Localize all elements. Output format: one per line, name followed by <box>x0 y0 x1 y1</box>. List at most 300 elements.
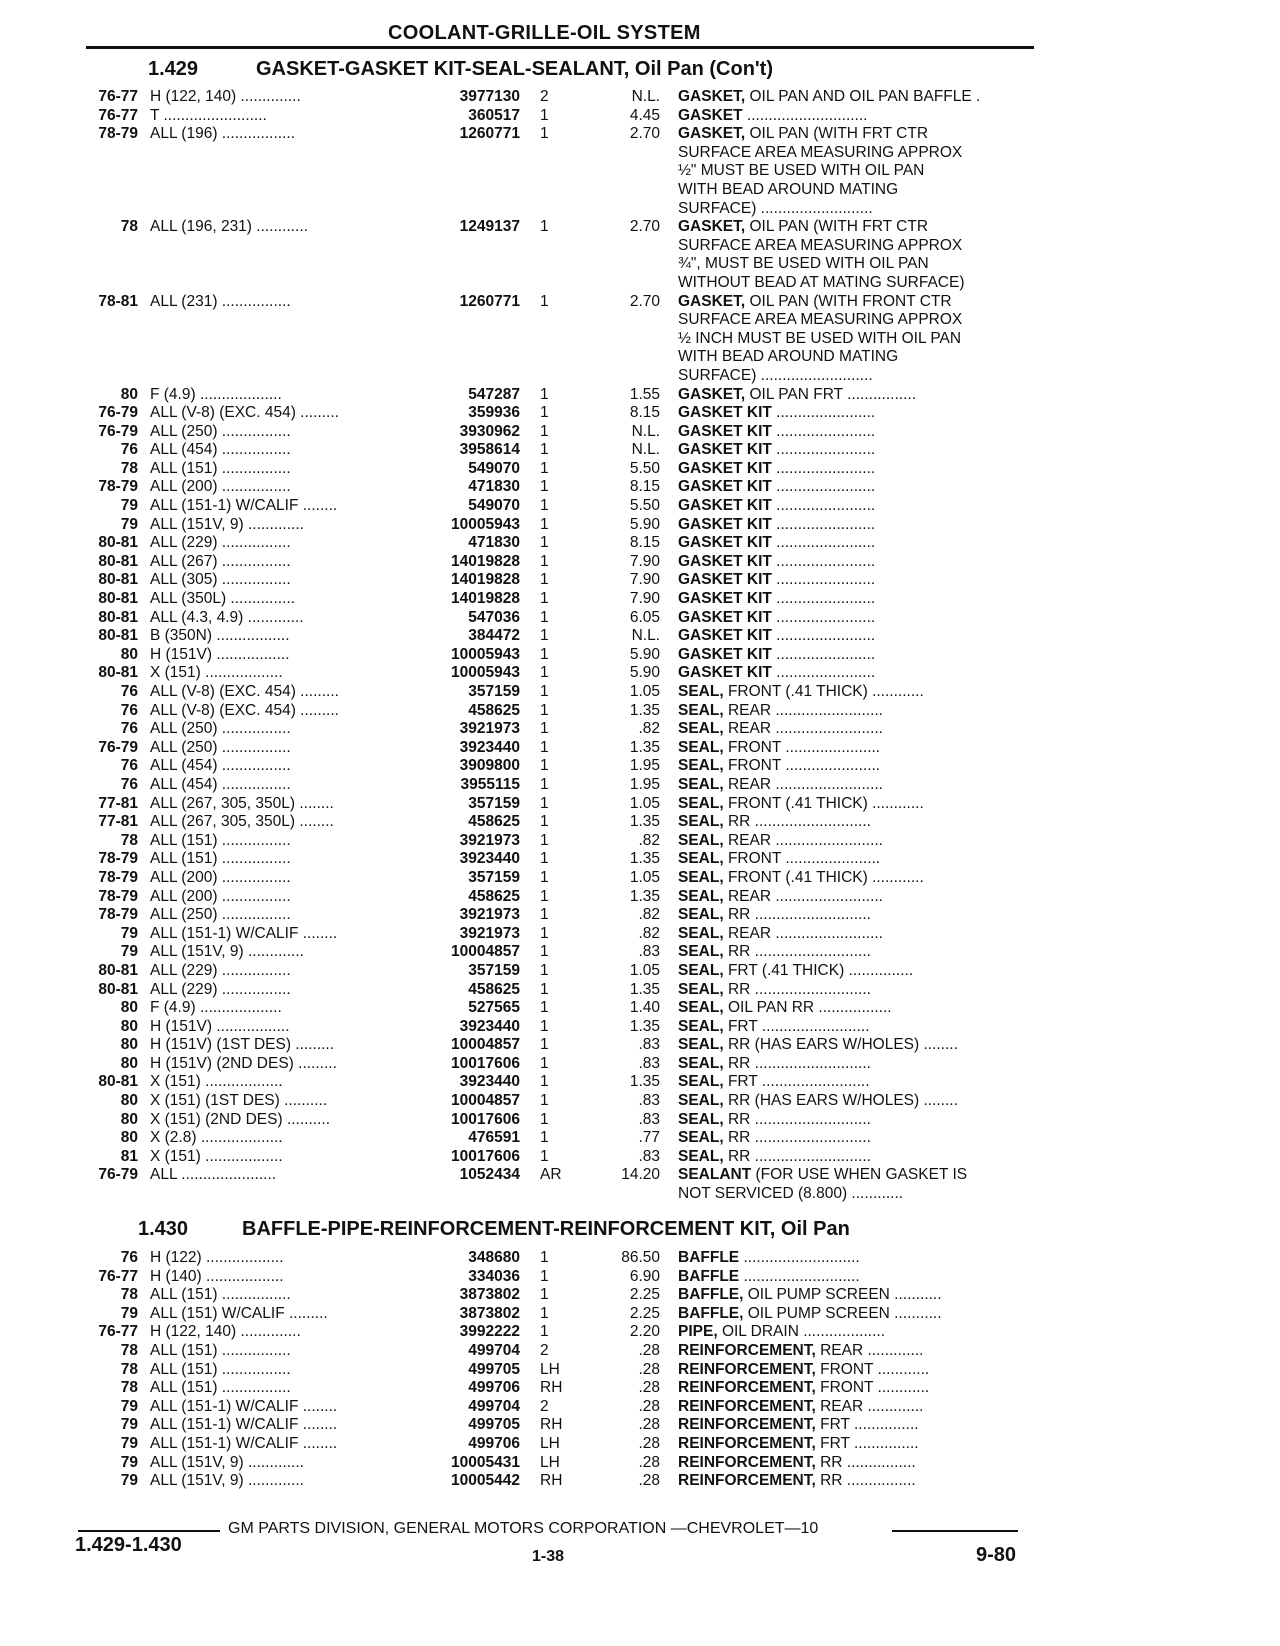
quantity-cell: 1 <box>540 924 549 942</box>
years-cell: 76 <box>120 441 138 459</box>
description-keyword: GASKET KIT <box>678 422 772 440</box>
part-number-cell: 357159 <box>468 683 520 700</box>
application-cell: H (151V) (2ND DES) ......... <box>150 1054 337 1072</box>
price-cell: 1.95 <box>629 775 660 793</box>
table-row <box>0 590 1280 609</box>
part-number-cell: 499704 <box>468 1341 520 1359</box>
quantity-cell: 1 <box>540 608 549 626</box>
price-cell: 5.90 <box>629 515 660 533</box>
years-cell: 76-79 <box>98 422 138 440</box>
application-cell: ALL (200) ................ <box>150 887 291 905</box>
quantity-cell: LH <box>540 1453 560 1471</box>
price-cell: 1.35 <box>629 701 660 719</box>
section-title: GASKET-GASKET KIT-SEAL-SEALANT, Oil Pan (Con't) <box>256 58 773 80</box>
table-row <box>0 1472 1280 1491</box>
table-row <box>0 404 1280 423</box>
price-cell: 1.35 <box>629 1073 660 1091</box>
application-cell: X (151) (1ST DES) .......... <box>150 1092 328 1110</box>
application-cell: H (122, 140) .............. <box>150 1323 301 1341</box>
description-cell <box>678 1398 1038 1416</box>
application-cell: ALL (V-8) (EXC. 454) ......... <box>150 683 339 700</box>
description-cell <box>678 925 1038 943</box>
description-cell <box>678 1055 1038 1073</box>
part-number-cell: 1052434 <box>459 1166 520 1184</box>
table-row <box>0 1342 1280 1361</box>
years-cell: 80-81 <box>98 608 138 626</box>
quantity-cell: 1 <box>540 1323 549 1341</box>
part-number-cell: 10005431 <box>451 1453 520 1471</box>
table-row <box>0 441 1280 460</box>
part-number-cell: 10004857 <box>451 1092 520 1110</box>
description-text: RR ........................... <box>723 1129 871 1147</box>
application-cell: ALL (454) ................ <box>150 441 291 459</box>
years-cell: 79 <box>120 1453 138 1471</box>
section-title: BAFFLE-PIPE-REINFORCEMENT-REINFORCEMENT KIT, Oil Pan <box>242 1218 850 1240</box>
quantity-cell: 1 <box>540 515 549 533</box>
table-row <box>0 850 1280 869</box>
description-keyword: GASKET, <box>678 88 746 105</box>
description-cell <box>678 1148 1038 1166</box>
price-cell: 1.35 <box>629 980 660 998</box>
description-keyword: SEAL, <box>678 906 724 924</box>
description-cell <box>678 107 1038 125</box>
description-text: RR ........................... <box>723 1054 871 1072</box>
description-text: ½ INCH MUST BE USED WITH OIL PAN <box>678 329 962 347</box>
table-row <box>0 962 1280 981</box>
application-cell: ALL (V-8) (EXC. 454) ......... <box>150 701 339 719</box>
price-cell: .83 <box>638 943 660 961</box>
description-text: OIL DRAIN ................... <box>717 1323 886 1341</box>
application-cell: X (2.8) ................... <box>150 1129 283 1147</box>
years-cell: 76 <box>120 757 138 775</box>
description-text: ....................... <box>771 441 876 459</box>
price-cell: 6.05 <box>629 608 660 626</box>
years-cell: 78 <box>120 1286 138 1304</box>
description-cell <box>678 460 1038 478</box>
quantity-cell: 2 <box>540 1341 549 1359</box>
price-cell: 2.20 <box>629 1323 660 1341</box>
years-cell: 77-81 <box>98 813 138 831</box>
table-row <box>0 330 1280 349</box>
description-keyword: GASKET, <box>678 292 746 310</box>
description-cell <box>678 478 1038 496</box>
description-cell <box>678 1249 1038 1267</box>
price-cell: .28 <box>638 1453 660 1471</box>
parts-table-1429 <box>0 88 1280 1204</box>
description-text: RR ........................... <box>723 980 871 998</box>
price-cell: 1.05 <box>629 683 660 700</box>
description-keyword: SEAL, <box>678 868 724 886</box>
price-cell: 4.45 <box>629 106 660 124</box>
table-row <box>0 664 1280 683</box>
application-cell: ALL (350L) ............... <box>150 590 296 608</box>
part-number-cell: 476591 <box>468 1129 520 1147</box>
quantity-cell: 1 <box>540 831 549 849</box>
application-cell: ALL (454) ................ <box>150 775 291 793</box>
table-row <box>0 1018 1280 1037</box>
application-cell: F (4.9) ................... <box>150 385 282 403</box>
price-cell: 2.70 <box>629 125 660 143</box>
description-text: OIL PAN (WITH FRT CTR <box>745 218 929 236</box>
description-cell <box>678 1185 1038 1203</box>
application-cell: ALL (200) ................ <box>150 478 291 496</box>
description-text: SURFACE) .......................... <box>678 366 873 384</box>
price-cell: 1.35 <box>629 1017 660 1035</box>
description-text: FRT (.41 THICK) ............... <box>723 961 914 979</box>
years-cell: 80-81 <box>98 1073 138 1091</box>
description-keyword: SEAL, <box>678 813 724 831</box>
price-cell: 5.50 <box>629 459 660 477</box>
description-keyword: SEAL, <box>678 1110 724 1128</box>
description-cell <box>678 1018 1038 1036</box>
part-number-cell: 3923440 <box>459 1017 520 1035</box>
description-keyword: SEAL, <box>678 757 724 775</box>
table-row <box>0 218 1280 237</box>
years-cell: 79 <box>120 515 138 533</box>
description-cell <box>678 404 1038 422</box>
part-number-cell: 1249137 <box>459 218 520 236</box>
quantity-cell: 1 <box>540 1286 549 1304</box>
description-cell <box>678 1379 1038 1397</box>
footer-rule-left <box>78 1530 220 1532</box>
table-row <box>0 1036 1280 1055</box>
description-cell <box>678 832 1038 850</box>
price-cell: 8.15 <box>629 534 660 552</box>
application-cell: ALL (151) ................ <box>150 1360 291 1378</box>
years-cell: 80-81 <box>98 552 138 570</box>
description-text: RR ........................... <box>723 943 871 961</box>
table-row <box>0 683 1280 702</box>
table-row <box>0 1185 1280 1204</box>
description-keyword: GASKET KIT <box>678 590 772 608</box>
description-cell <box>678 683 1038 701</box>
table-row <box>0 609 1280 628</box>
years-cell: 78-79 <box>98 125 138 143</box>
years-cell: 78-79 <box>98 906 138 924</box>
table-row <box>0 255 1280 274</box>
application-cell: H (151V) (1ST DES) ......... <box>150 1036 335 1054</box>
description-text: WITHOUT BEAD AT MATING SURFACE) <box>678 273 965 291</box>
description-cell <box>678 367 1038 385</box>
quantity-cell: 1 <box>540 1017 549 1035</box>
years-cell: 78-79 <box>98 478 138 496</box>
price-cell: 2.25 <box>629 1304 660 1322</box>
description-keyword: SEAL, <box>678 1147 724 1165</box>
part-number-cell: 14019828 <box>451 571 520 589</box>
description-cell <box>678 1092 1038 1110</box>
years-cell: 76-77 <box>98 1323 138 1341</box>
table-row <box>0 1249 1280 1268</box>
price-cell: .82 <box>638 906 660 924</box>
application-cell: ALL (151-1) W/CALIF ........ <box>150 1397 338 1415</box>
quantity-cell: 1 <box>540 943 549 961</box>
quantity-cell: 1 <box>540 1147 549 1165</box>
quantity-cell: 1 <box>540 385 549 403</box>
price-cell: .82 <box>638 924 660 942</box>
quantity-cell: 1 <box>540 441 549 459</box>
quantity-cell: 1 <box>540 850 549 868</box>
price-cell: 1.35 <box>629 887 660 905</box>
description-keyword: SEAL, <box>678 961 724 979</box>
description-text: ....................... <box>771 552 876 570</box>
quantity-cell: 1 <box>540 980 549 998</box>
application-cell: T ........................ <box>150 106 267 124</box>
description-text: WITH BEAD AROUND MATING <box>678 180 899 198</box>
description-text: REAR ......................... <box>723 775 883 793</box>
part-number-cell: 499704 <box>468 1397 520 1415</box>
part-number-cell: 458625 <box>468 813 520 831</box>
description-keyword: GASKET KIT <box>678 645 772 663</box>
years-cell: 78 <box>120 1341 138 1359</box>
part-number-cell: 348680 <box>468 1249 520 1266</box>
description-text: ....................... <box>771 478 876 496</box>
years-cell: 78 <box>120 831 138 849</box>
price-cell: 7.90 <box>629 552 660 570</box>
table-row <box>0 534 1280 553</box>
quantity-cell: 1 <box>540 868 549 886</box>
description-cell <box>678 516 1038 534</box>
price-cell: .28 <box>638 1360 660 1378</box>
description-keyword: GASKET KIT <box>678 627 772 645</box>
description-keyword: SEAL, <box>678 1036 724 1054</box>
description-cell <box>678 293 1038 311</box>
price-cell: 1.55 <box>629 385 660 403</box>
application-cell: ALL (250) ................ <box>150 906 291 924</box>
description-cell <box>678 590 1038 608</box>
application-cell: ALL (4.3, 4.9) ............. <box>150 608 304 626</box>
table-row <box>0 832 1280 851</box>
description-cell <box>678 534 1038 552</box>
quantity-cell: 1 <box>540 664 549 682</box>
description-text: FRONT ............ <box>815 1379 930 1397</box>
years-cell: 80-81 <box>98 961 138 979</box>
quantity-cell: 1 <box>540 887 549 905</box>
description-text: ....................... <box>771 645 876 663</box>
part-number-cell: 471830 <box>468 478 520 496</box>
table-row <box>0 423 1280 442</box>
years-cell: 76-79 <box>98 738 138 756</box>
description-keyword: GASKET KIT <box>678 441 772 459</box>
description-text: OIL PAN (WITH FRT CTR <box>745 125 929 143</box>
quantity-cell: 1 <box>540 627 549 645</box>
application-cell: ALL (151) ................ <box>150 1286 291 1304</box>
description-cell <box>678 311 1038 329</box>
price-cell: .28 <box>638 1379 660 1397</box>
description-text: FRONT (.41 THICK) ............ <box>723 683 924 700</box>
description-cell <box>678 553 1038 571</box>
description-keyword: PIPE, <box>678 1323 718 1341</box>
description-text: REAR ......................... <box>723 887 883 905</box>
price-cell: .28 <box>638 1434 660 1452</box>
description-cell <box>678 200 1038 218</box>
years-cell: 76-77 <box>98 1267 138 1285</box>
description-cell <box>678 1342 1038 1360</box>
quantity-cell: AR <box>540 1166 562 1184</box>
part-number-cell: 499705 <box>468 1360 520 1378</box>
quantity-cell: 1 <box>540 775 549 793</box>
quantity-cell: 2 <box>540 88 549 105</box>
quantity-cell: 1 <box>540 1092 549 1110</box>
part-number-cell: 458625 <box>468 701 520 719</box>
description-text: OIL PUMP SCREEN ........... <box>743 1304 942 1322</box>
price-cell: 7.90 <box>629 571 660 589</box>
application-cell: ALL (229) ................ <box>150 961 291 979</box>
description-text: FRONT ...................... <box>723 757 881 775</box>
description-cell <box>678 813 1038 831</box>
description-keyword: GASKET KIT <box>678 534 772 552</box>
quantity-cell: 1 <box>540 906 549 924</box>
footer-rule-right <box>892 1530 1018 1532</box>
description-text: ....................... <box>771 590 876 608</box>
price-cell: 1.35 <box>629 850 660 868</box>
table-row <box>0 757 1280 776</box>
description-text: OIL PUMP SCREEN ........... <box>743 1286 942 1304</box>
quantity-cell: 1 <box>540 757 549 775</box>
application-cell: X (151) .................. <box>150 1147 283 1165</box>
quantity-cell: LH <box>540 1360 560 1378</box>
description-keyword: GASKET KIT <box>678 404 772 422</box>
part-number-cell: 10017606 <box>451 1110 520 1128</box>
description-text: FRONT ...................... <box>723 738 881 756</box>
description-cell <box>678 739 1038 757</box>
price-cell: 7.90 <box>629 590 660 608</box>
price-cell: .28 <box>638 1416 660 1434</box>
application-cell: ALL (151-1) W/CALIF ........ <box>150 1416 338 1434</box>
quantity-cell: 1 <box>540 497 549 515</box>
application-cell: ALL (151) ................ <box>150 1379 291 1397</box>
quantity-cell: RH <box>540 1416 563 1434</box>
part-number-cell: 3921973 <box>459 831 520 849</box>
part-number-cell: 458625 <box>468 887 520 905</box>
description-cell <box>678 795 1038 813</box>
description-text: ....................... <box>771 404 876 422</box>
part-number-cell: 3921973 <box>459 906 520 924</box>
years-cell: 81 <box>120 1147 138 1165</box>
table-row <box>0 311 1280 330</box>
description-cell <box>678 981 1038 999</box>
quantity-cell: 1 <box>540 1073 549 1091</box>
table-row <box>0 943 1280 962</box>
description-text: FRT ............... <box>815 1416 919 1434</box>
part-number-cell: 14019828 <box>451 590 520 608</box>
quantity-cell: 1 <box>540 961 549 979</box>
description-cell <box>678 1323 1038 1341</box>
years-cell: 79 <box>120 1416 138 1434</box>
table-row <box>0 571 1280 590</box>
description-text: ............................ <box>742 106 868 124</box>
part-number-cell: 3923440 <box>459 1073 520 1091</box>
part-number-cell: 547287 <box>468 385 520 403</box>
description-cell <box>678 1416 1038 1434</box>
description-cell <box>678 218 1038 236</box>
description-text: RR ................ <box>815 1453 916 1471</box>
price-cell: N.L. <box>631 627 660 645</box>
quantity-cell: 1 <box>540 1129 549 1147</box>
table-row <box>0 553 1280 572</box>
description-cell <box>678 1472 1038 1490</box>
description-text: ½" MUST BE USED WITH OIL PAN <box>678 162 925 180</box>
part-number-cell: 527565 <box>468 999 520 1017</box>
part-number-cell: 3873802 <box>459 1286 520 1304</box>
quantity-cell: 1 <box>540 1304 549 1322</box>
footer-section-range: 1.429-1.430 <box>75 1534 182 1556</box>
application-cell: X (151) .................. <box>150 1073 283 1091</box>
table-row <box>0 1323 1280 1342</box>
application-cell: ALL (V-8) (EXC. 454) ......... <box>150 404 339 422</box>
application-cell: ALL (250) ................ <box>150 720 291 738</box>
years-cell: 76-79 <box>98 404 138 422</box>
description-cell <box>678 1073 1038 1091</box>
table-row <box>0 162 1280 181</box>
years-cell: 78-79 <box>98 868 138 886</box>
part-number-cell: 3923440 <box>459 850 520 868</box>
application-cell: ALL (151V, 9) ............. <box>150 1472 304 1490</box>
part-number-cell: 1260771 <box>459 292 520 310</box>
description-cell <box>678 609 1038 627</box>
application-cell: ALL (151-1) W/CALIF ........ <box>150 1434 338 1452</box>
table-row <box>0 1435 1280 1454</box>
description-text: ....................... <box>771 627 876 645</box>
description-text: RR ........................... <box>723 1147 871 1165</box>
description-keyword: GASKET KIT <box>678 571 772 589</box>
description-cell <box>678 999 1038 1017</box>
price-cell: .28 <box>638 1397 660 1415</box>
description-cell <box>678 181 1038 199</box>
years-cell: 78 <box>120 218 138 236</box>
table-row <box>0 739 1280 758</box>
description-text: ....................... <box>771 459 876 477</box>
years-cell: 78-79 <box>98 850 138 868</box>
part-number-cell: 1260771 <box>459 125 520 143</box>
table-row <box>0 1379 1280 1398</box>
part-number-cell: 360517 <box>468 106 520 124</box>
description-text: SURFACE AREA MEASURING APPROX <box>678 236 963 254</box>
years-cell: 80-81 <box>98 590 138 608</box>
table-row <box>0 981 1280 1000</box>
description-keyword: REINFORCEMENT, <box>678 1360 816 1378</box>
application-cell: H (122) .................. <box>150 1249 284 1266</box>
application-cell: ALL (267, 305, 350L) ........ <box>150 813 334 831</box>
application-cell: ALL (267) ................ <box>150 552 291 570</box>
description-text: FRONT ...................... <box>723 850 881 868</box>
table-row <box>0 181 1280 200</box>
quantity-cell: 1 <box>540 1267 549 1285</box>
years-cell: 79 <box>120 1397 138 1415</box>
description-cell <box>678 1435 1038 1453</box>
price-cell: .82 <box>638 831 660 849</box>
description-cell <box>678 88 1038 106</box>
description-cell <box>678 646 1038 664</box>
description-keyword: SEAL, <box>678 1092 724 1110</box>
table-row <box>0 386 1280 405</box>
description-text: FRONT (.41 THICK) ............ <box>723 794 924 812</box>
years-cell: 79 <box>120 1472 138 1490</box>
description-keyword: SEAL, <box>678 887 724 905</box>
quantity-cell: 1 <box>540 645 549 663</box>
quantity-cell: 1 <box>540 292 549 310</box>
description-keyword: SEAL, <box>678 999 724 1017</box>
quantity-cell: 1 <box>540 422 549 440</box>
quantity-cell: 1 <box>540 720 549 738</box>
application-cell: ALL (151-1) W/CALIF ........ <box>150 497 338 515</box>
part-number-cell: 384472 <box>468 627 520 645</box>
table-row <box>0 888 1280 907</box>
application-cell: F (4.9) ................... <box>150 999 282 1017</box>
description-cell <box>678 237 1038 255</box>
application-cell: H (140) .................. <box>150 1267 284 1285</box>
section-number: 1.430 <box>138 1218 189 1240</box>
years-cell: 76-79 <box>98 1166 138 1184</box>
